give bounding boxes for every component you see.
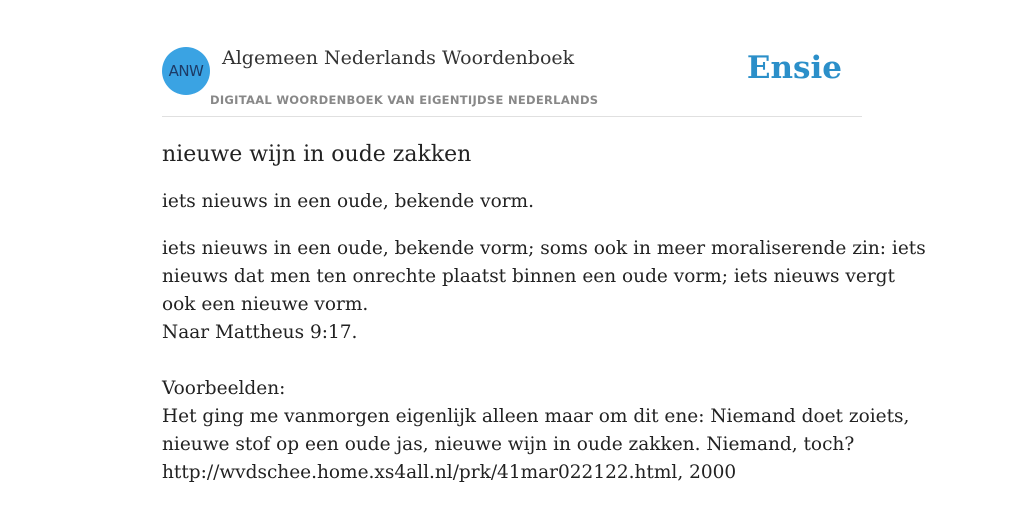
definition-line: ook een nieuwe vorm. <box>162 294 369 315</box>
paragraph-spacer <box>162 347 862 375</box>
short-definition: iets nieuws in een oude, bekende vorm. <box>162 191 534 212</box>
example-source: http://wvdschee.home.xs4all.nl/prk/41mar022122.html, 2000 <box>162 462 737 483</box>
example-line: Het ging me vanmorgen eigenlijk alleen maar om dit ene: Niemand doet zoiets, <box>162 406 910 427</box>
entry-content <box>162 138 926 487</box>
site-subtitle: DIGITAAL WOORDENBOEK VAN EIGENTIJDSE NEDERLANDS <box>210 93 599 107</box>
site-title[interactable]: Algemeen Nederlands Woordenboek <box>222 47 575 69</box>
anw-logo[interactable] <box>162 47 210 95</box>
source-reference: Naar Mattheus 9:17. <box>162 322 358 343</box>
long-definition <box>162 235 926 487</box>
definition-line: nieuws dat men ten onrechte plaatst binnen een oude vorm; iets nieuws vergt <box>162 266 895 287</box>
definition-line: iets nieuws in een oude, bekende vorm; soms ook in meer moraliserende zin: iets <box>162 238 926 259</box>
examples-label: Voorbeelden: <box>162 378 286 399</box>
entry-title: nieuwe wijn in oude zakken <box>162 142 472 167</box>
example-line: nieuwe stof op een oude jas, nieuwe wijn in oude zakken. Niemand, toch? <box>162 434 855 455</box>
logo-text: ANW <box>168 62 204 80</box>
ensie-brand-logo[interactable]: Ensie <box>746 50 842 86</box>
site-header <box>162 40 862 117</box>
